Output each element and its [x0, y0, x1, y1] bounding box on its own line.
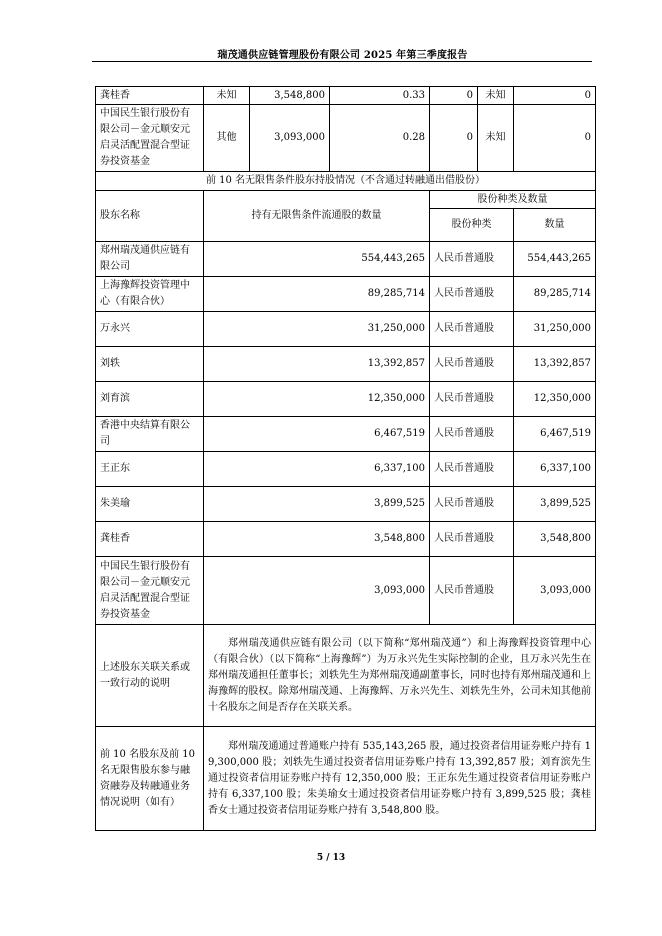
shares-held: 3,093,000 [250, 105, 330, 172]
col-header-holder: 股东名称 [96, 191, 204, 242]
col-header-share-group: 股份种类及数量 [430, 191, 596, 209]
holder-name: 王正东 [96, 452, 204, 487]
share-quantity: 89,285,714 [514, 277, 596, 312]
shareholder-table [95, 86, 596, 831]
holder-name: 中国民生银行股份有限公司－金元顺安元启灵活配置混合型证券投资基金 [96, 105, 204, 172]
share-quantity: 13,392,857 [514, 347, 596, 382]
note-text: 郑州瑞茂通供应链有限公司（以下简称“郑州瑞茂通”）和上海豫辉投资管理中心（有限合伙）（以下简称“上海豫辉”）为万永兴先生实际控制的企业，且万永兴先生在郑州瑞茂通担任董事长；刘轶先生为郑州瑞茂通副董事长，同时也持有郑州瑞茂通和上海豫辉的股权。除郑州瑞茂通、上海豫辉、万永兴先生、刘轶先生外，公司未知其他前十名股东之间是否存在关联关系。 [204, 625, 596, 727]
col-header-share-type: 股份种类 [430, 209, 514, 242]
unrestricted-quantity: 554,443,265 [204, 242, 430, 277]
share-type: 人民币普通股 [430, 522, 514, 557]
share-quantity: 3,093,000 [514, 557, 596, 625]
unrestricted-quantity: 3,899,525 [204, 487, 430, 522]
section-title-row [96, 172, 596, 191]
note-text: 郑州瑞茂通通过普通账户持有 535,143,265 股，通过投资者信用证券账户持有 19,300,000 股；刘轶先生通过投资者信用证券账户持有 13,392,857 股；刘育滨先生通过投资者信用证券账户持有 12,350,000 股；王正东先生通过投资者信用证券账户持有 6,337,100 股；朱美瑜女士通过投资者信用证券账户持有 3,899,525 股；龚桂香女士通过投资者信用证券账户持有 3,548,800 股。 [204, 727, 596, 831]
share-quantity: 6,337,100 [514, 452, 596, 487]
share-type: 人民币普通股 [430, 382, 514, 417]
unrestricted-holder-row [96, 487, 596, 522]
holder-type: 其他 [204, 105, 250, 172]
holder-name: 刘育滨 [96, 382, 204, 417]
unrestricted-quantity: 3,548,800 [204, 522, 430, 557]
unrestricted-holder-row [96, 312, 596, 347]
holder-name: 中国民生银行股份有限公司－金元顺安元启灵活配置混合型证券投资基金 [96, 557, 204, 625]
holder-name: 龚桂香 [96, 87, 204, 105]
col-header-unrestricted: 持有无限售条件流通股的数量 [204, 191, 430, 242]
restricted-shares: 0 [430, 87, 478, 105]
header-rule [92, 61, 592, 62]
note-row [96, 727, 596, 831]
share-quantity: 6,467,519 [514, 417, 596, 452]
shares-held: 3,548,800 [250, 87, 330, 105]
share-quantity: 12,350,000 [514, 382, 596, 417]
unrestricted-holder-row [96, 242, 596, 277]
share-type: 人民币普通股 [430, 242, 514, 277]
unrestricted-holder-row [96, 277, 596, 312]
unrestricted-quantity: 89,285,714 [204, 277, 430, 312]
unrestricted-holder-row [96, 452, 596, 487]
holder-name: 刘轶 [96, 347, 204, 382]
holder-name: 朱美瑜 [96, 487, 204, 522]
pledge-status: 未知 [478, 87, 514, 105]
pledge-quantity: 0 [514, 87, 596, 105]
unrestricted-quantity: 13,392,857 [204, 347, 430, 382]
page-number: 5 / 13 [316, 853, 346, 863]
col-header-quantity: 数量 [514, 209, 596, 242]
holder-name: 郑州瑞茂通供应链有限公司 [96, 242, 204, 277]
share-type: 人民币普通股 [430, 487, 514, 522]
pledge-status: 未知 [478, 105, 514, 172]
holder-name: 上海豫辉投资管理中心（有限合伙） [96, 277, 204, 312]
unrestricted-holder-row [96, 557, 596, 625]
unrestricted-holder-row [96, 347, 596, 382]
unrestricted-quantity: 3,093,000 [204, 557, 430, 625]
unrestricted-quantity: 6,337,100 [204, 452, 430, 487]
holding-ratio: 0.33 [330, 87, 430, 105]
holder-name: 香港中央结算有限公司 [96, 417, 204, 452]
unrestricted-quantity: 12,350,000 [204, 382, 430, 417]
share-type: 人民币普通股 [430, 277, 514, 312]
section-title: 前 10 名无限售条件股东持股情况（不含通过转融通出借股份） [96, 172, 596, 191]
share-quantity: 554,443,265 [514, 242, 596, 277]
share-type: 人民币普通股 [430, 347, 514, 382]
unrestricted-holder-row [96, 382, 596, 417]
unrestricted-quantity: 6,467,519 [204, 417, 430, 452]
note-label: 前 10 名股东及前 10 名无限售股东参与融资融券及转融通业务情况说明（如有） [96, 727, 204, 831]
pledge-quantity: 0 [514, 105, 596, 172]
column-header-row [96, 191, 596, 209]
holder-type: 未知 [204, 87, 250, 105]
restricted-shares: 0 [430, 105, 478, 172]
holder-name: 万永兴 [96, 312, 204, 347]
top-shareholder-row [96, 105, 596, 172]
note-label: 上述股东关联关系或一致行动的说明 [96, 625, 204, 727]
unrestricted-holder-row [96, 417, 596, 452]
share-quantity: 3,548,800 [514, 522, 596, 557]
share-quantity: 3,899,525 [514, 487, 596, 522]
share-type: 人民币普通股 [430, 557, 514, 625]
share-type: 人民币普通股 [430, 452, 514, 487]
share-type: 人民币普通股 [430, 417, 514, 452]
holding-ratio: 0.28 [330, 105, 430, 172]
share-quantity: 31,250,000 [514, 312, 596, 347]
unrestricted-quantity: 31,250,000 [204, 312, 430, 347]
top-shareholder-row [96, 87, 596, 105]
report-header: 瑞茂通供应链管理股份有限公司 2025 年第三季度报告 [217, 50, 468, 61]
note-row [96, 625, 596, 727]
share-type: 人民币普通股 [430, 312, 514, 347]
unrestricted-holder-row [96, 522, 596, 557]
holder-name: 龚桂香 [96, 522, 204, 557]
